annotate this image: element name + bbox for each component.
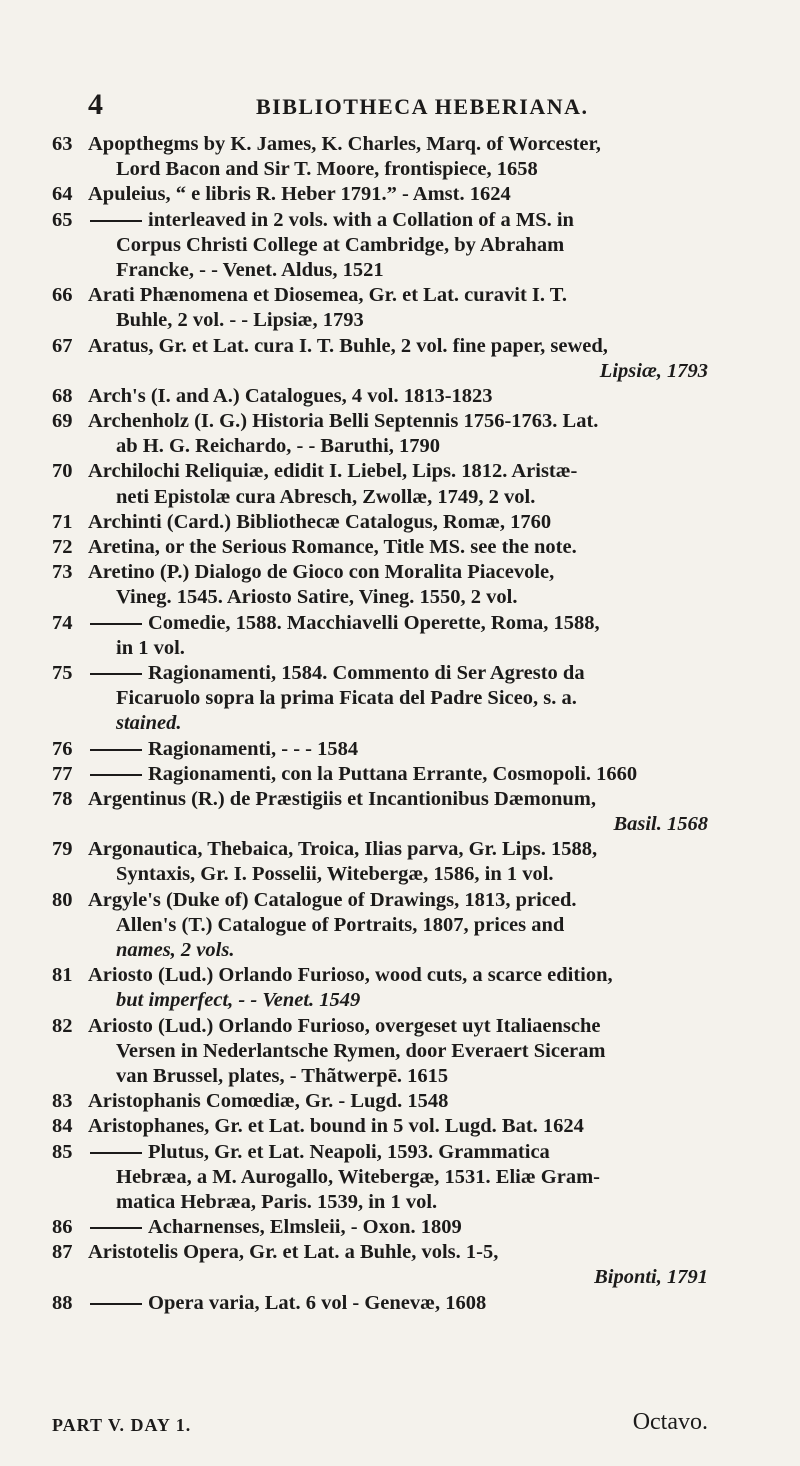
ditto-dash — [90, 673, 142, 675]
catalogue-entry — [0, 1215, 800, 1240]
entry-number: 88 — [52, 1291, 73, 1314]
entry-number: 71 — [52, 510, 73, 533]
entry-number: 75 — [52, 661, 73, 684]
entry-number: 85 — [52, 1140, 73, 1163]
entry-line: Ragionamenti, con la Puttana Errante, Cosmopoli. 1660 — [148, 762, 638, 785]
ditto-dash — [90, 623, 142, 625]
entry-line: Aristophanes, Gr. et Lat. bound in 5 vol. Lugd. Bat. 1624 — [88, 1115, 584, 1138]
ditto-dash — [90, 220, 142, 222]
entry-number: 87 — [52, 1241, 73, 1264]
catalogue-entry — [0, 787, 800, 837]
entry-line: Archilochi Reliquiæ, edidit I. Liebel, Lips. 1812. Aristæ- — [88, 460, 578, 483]
entry-number: 81 — [52, 964, 73, 987]
entry-line: Arch's (I. and A.) Catalogues, 4 vol. 1813-1823 — [88, 384, 493, 407]
entry-line: neti Epistolæ cura Abresch, Zwollæ, 1749, 2 vol. — [116, 485, 536, 508]
page-header — [0, 88, 800, 122]
entry-number: 84 — [52, 1115, 73, 1138]
entry-line: Ragionamenti, - - - 1584 — [148, 737, 359, 760]
ditto-dash — [90, 1227, 142, 1229]
entry-number: 65 — [52, 208, 73, 231]
catalogue-entry — [0, 1014, 800, 1090]
entry-line: Syntaxis, Gr. I. Posselii, Witebergæ, 1586, in 1 vol. — [116, 863, 554, 886]
entry-number: 67 — [52, 334, 73, 357]
entry-number: 79 — [52, 838, 73, 861]
entry-number: 78 — [52, 787, 73, 810]
catalogue-entry — [0, 182, 800, 207]
entry-number: 80 — [52, 888, 73, 911]
entry-line: interleaved in 2 vols. with a Collation of a MS. in — [148, 208, 574, 231]
catalogue-entry — [0, 1291, 800, 1316]
entry-number: 68 — [52, 384, 73, 407]
catalogue-entry — [0, 132, 800, 182]
catalogue-entry — [0, 762, 800, 787]
catalogue-entry — [0, 208, 800, 284]
entry-line: Ragionamenti, 1584. Commento di Ser Agresto da — [148, 661, 585, 684]
entry-number: 83 — [52, 1090, 73, 1113]
entry-line: Ariosto (Lud.) Orlando Furioso, wood cuts, a scarce edition, — [88, 964, 613, 987]
entry-line: Biponti, 1791 — [594, 1266, 708, 1289]
catalogue-entry — [0, 560, 800, 610]
entry-line: stained. — [116, 712, 182, 735]
catalogue-entry — [0, 1114, 800, 1139]
entry-line: Opera varia, Lat. 6 vol - Genevæ, 1608 — [148, 1291, 487, 1314]
entry-line: Archinti (Card.) Bibliothecæ Catalogus, Romæ, 1760 — [88, 510, 552, 533]
entry-number: 74 — [52, 611, 73, 634]
catalogue-entry — [0, 837, 800, 887]
entry-number: 63 — [52, 133, 73, 155]
entry-line: Corpus Christi College at Cambridge, by Abraham — [116, 233, 565, 256]
entry-line: names, 2 vols. — [116, 939, 235, 961]
entry-line: Aristotelis Opera, Gr. et Lat. a Buhle, vols. 1-5, — [88, 1241, 499, 1264]
entry-line: Allen's (T.) Catalogue of Portraits, 1807, prices and — [116, 913, 565, 936]
running-title: BIBLIOTHECA HEBERIANA. — [256, 94, 589, 119]
entry-line: Apopthegms by K. James, K. Charles, Marq. of Worcester, — [88, 133, 601, 155]
entry-line: Arati Phænomena et Diosemea, Gr. et Lat. curavit I. T. — [88, 284, 568, 307]
signature-mark: PART V. DAY 1. — [52, 1415, 192, 1435]
catalogue-entries — [0, 132, 800, 1316]
entry-line: Aristophanis Comœdiæ, Gr. - Lugd. 1548 — [88, 1090, 449, 1113]
catchword: Octavo. — [632, 1409, 708, 1435]
catalogue-entry — [0, 409, 800, 459]
entry-line: Hebræa, a M. Aurogallo, Witebergæ, 1531. Eliæ Gram- — [116, 1165, 600, 1188]
ditto-dash — [90, 774, 142, 776]
entry-line: Lord Bacon and Sir T. Moore, frontispiece, 1658 — [116, 158, 538, 181]
entry-line: Argyle's (Duke of) Catalogue of Drawings, 1813, priced. — [88, 888, 577, 911]
catalogue-entry — [0, 459, 800, 509]
entry-line: Basil. 1568 — [613, 813, 708, 836]
catalogue-entry — [0, 334, 800, 384]
entry-line: in 1 vol. — [116, 636, 185, 659]
entry-line: Aretina, or the Serious Romance, Title MS. see the note. — [88, 536, 577, 558]
entry-line: Buhle, 2 vol. - - Lipsiæ, 1793 — [116, 309, 364, 332]
entry-number: 64 — [52, 183, 73, 206]
entry-line: Plutus, Gr. et Lat. Neapoli, 1593. Grammatica — [148, 1140, 550, 1163]
entry-line: Comedie, 1588. Macchiavelli Operette, Roma, 1588, — [148, 611, 600, 634]
entry-number: 76 — [52, 737, 73, 760]
page-footer — [52, 1409, 708, 1439]
entry-line: Argentinus (R.) de Præstigiis et Incantionibus Dæmonum, — [88, 787, 596, 810]
entry-line: Vineg. 1545. Ariosto Satire, Vineg. 1550, 2 vol. — [116, 586, 518, 609]
entry-line: Argonautica, Thebaica, Troica, Ilias parva, Gr. Lips. 1588, — [88, 838, 598, 861]
catalogue-entry — [0, 535, 800, 560]
entry-line: Acharnenses, Elmsleii, - Oxon. 1809 — [148, 1216, 462, 1239]
catalogue-entry — [0, 283, 800, 333]
entry-line: Versen in Nederlantsche Rymen, door Everaert Siceram — [116, 1039, 606, 1062]
entry-line: Aretino (P.) Dialogo de Gioco con Moralita Piacevole, — [88, 561, 555, 584]
entry-line: but imperfect, - - Venet. 1549 — [116, 989, 361, 1012]
catalogue-entry — [0, 888, 800, 964]
catalogue-entry — [0, 510, 800, 535]
ditto-dash — [90, 749, 142, 751]
entry-number: 69 — [52, 410, 73, 433]
entry-number: 82 — [52, 1014, 73, 1037]
catalogue-entry — [0, 611, 800, 661]
entry-line: Aratus, Gr. et Lat. cura I. T. Buhle, 2 vol. fine paper, sewed, — [88, 334, 608, 357]
catalogue-entry — [0, 384, 800, 409]
ditto-dash — [90, 1152, 142, 1154]
page-number: 4 — [88, 88, 103, 121]
catalogue-entry — [0, 661, 800, 737]
catalogue-entry — [0, 963, 800, 1013]
entry-line: Apuleius, “ e libris R. Heber 1791.” - Amst. 1624 — [88, 183, 511, 206]
entry-line: Ficaruolo sopra la prima Ficata del Padre Siceo, s. a. — [116, 687, 577, 710]
entry-line: Lipsiæ, 1793 — [599, 359, 708, 382]
catalogue-entry — [0, 1240, 800, 1290]
entry-number: 66 — [52, 284, 73, 307]
entry-number: 86 — [52, 1216, 73, 1239]
catalogue-entry — [0, 737, 800, 762]
entry-line: matica Hebræa, Paris. 1539, in 1 vol. — [116, 1190, 438, 1213]
catalogue-entry — [0, 1089, 800, 1114]
entry-line: Ariosto (Lud.) Orlando Furioso, overgeset uyt Italiaensche — [88, 1014, 601, 1037]
entry-number: 72 — [52, 536, 73, 558]
entry-number: 70 — [52, 460, 73, 483]
ditto-dash — [90, 1303, 142, 1305]
entry-number: 77 — [52, 762, 73, 785]
entry-line: Archenholz (I. G.) Historia Belli Septennis 1756-1763. Lat. — [88, 410, 599, 433]
catalogue-entry — [0, 1140, 800, 1216]
entry-number: 73 — [52, 561, 73, 584]
entry-line: van Brussel, plates, - Thãtwerpē. 1615 — [116, 1064, 449, 1087]
entry-line: ab H. G. Reichardo, - - Baruthi, 1790 — [116, 435, 441, 458]
entry-line: Francke, - - Venet. Aldus, 1521 — [116, 258, 384, 281]
